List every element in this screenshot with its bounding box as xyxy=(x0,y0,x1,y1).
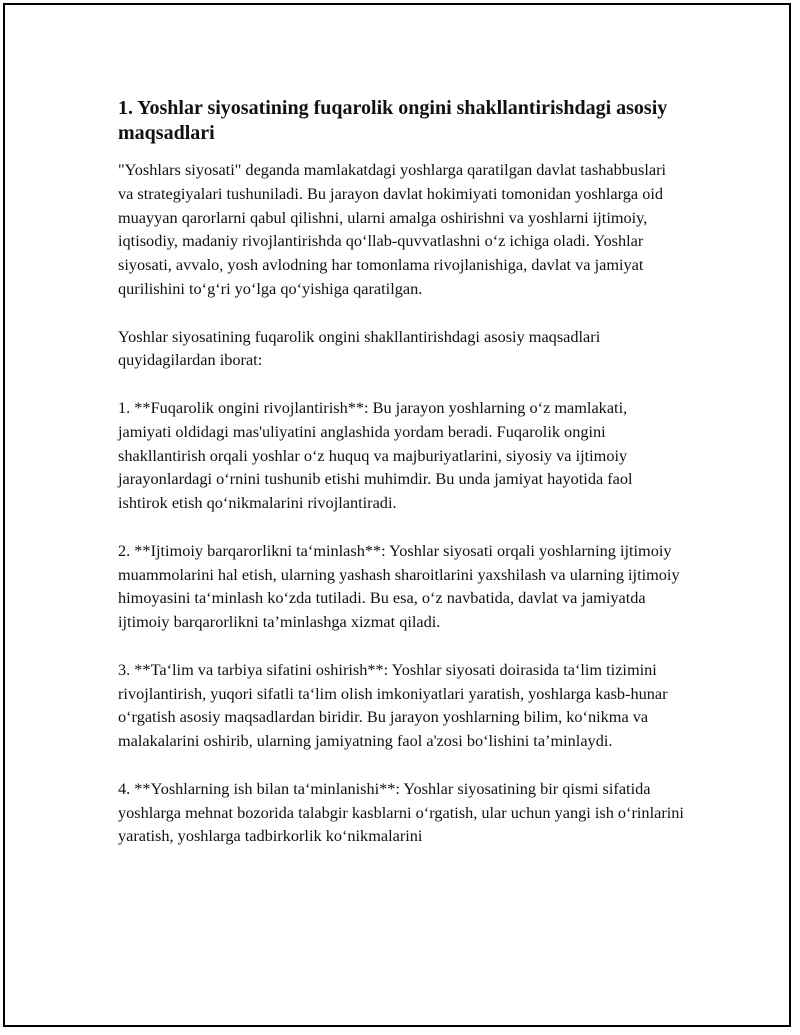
paragraph-goal-3: 3. **Ta‘lim va tarbiya sifatini oshirish**: Yoshlar siyosati doirasida ta‘lim tizimini rivojlantirish, yuqori sifatli ta‘lim olish imkoniyatlari yaratish, yoshlarga kasb-hunar o‘rgatish asosiy maqsadlardan biridir. Bu jarayon yoshlarning bilim, ko‘nikma va malakalarini oshirib, ularning jamiyatning faol a'zosi bo‘lishini ta’minlaydi. xyxy=(118,659,668,751)
section-heading: 1. Yoshlar siyosatining fuqarolik ongini shakllantirishdagi asosiy maqsadlari xyxy=(118,97,668,144)
document-body xyxy=(118,96,684,872)
paragraph-goals-lead: Yoshlar siyosatining fuqarolik ongini shakllantirishdagi asosiy maqsadlari quyidagilardan iborat: xyxy=(118,326,601,370)
paragraph-goal-2: 2. **Ijtimoiy barqarorlikni ta‘minlash**: Yoshlar siyosati orqali yoshlarning ijtimoiy muammolarini hal etish, ularning yashash sharoitlarini yaxshilash va ularning ijtimoiy himoyasini ta‘minlash ko‘zda tutiladi. Bu esa, o‘z navbatida, davlat va jamiyatda ijtimoiy barqarorlikni ta’minlashga xizmat qiladi. xyxy=(118,540,680,632)
paragraph-goal-4: 4. **Yoshlarning ish bilan ta‘minlanishi**: Yoshlar siyosatining bir qismi sifatida yoshlarga mehnat bozorida talabgir kasblarni o‘rgatish, ular uchun yangi ish o‘rinlarini yaratish, yoshlarga tadbirkorlik ko‘nikmalarini xyxy=(118,778,684,846)
paragraph-intro: "Yoshlars siyosati" deganda mamlakatdagi yoshlarga qaratilgan davlat tashabbuslari va strategiyalari tushuniladi. Bu jarayon davlat hokimiyati tomonidan yoshlarga oid muayyan qarorlarni qabul qilishni, ularni amalga oshirishni va yoshlarni ijtimoiy, iqtisodiy, madaniy rivojlantirishda qo‘llab-quvvatlashni o‘z ichiga oladi. Yoshlar siyosati, avvalo, yosh avlodning har tomonlama rivojlanishiga, davlat va jamiyat qurilishini to‘g‘ri yo‘lga qo‘yishiga qaratilgan. xyxy=(118,160,667,298)
paragraph-goal-1: 1. **Fuqarolik ongini rivojlantirish**: Bu jarayon yoshlarning o‘z mamlakati, jamiyati oldidagi mas'uliyatini anglashida yordam beradi. Fuqarolik ongini shakllantirish orqali yoshlar o‘z huquq va majburiyatlarini, siyosiy va ijtimoiy jarayonlardagi o‘rnini tushunib etishi muhimdir. Bu unda jamiyat hayotida faol ishtirok etish qo‘nikmalarini rivojlantiradi. xyxy=(118,397,633,513)
